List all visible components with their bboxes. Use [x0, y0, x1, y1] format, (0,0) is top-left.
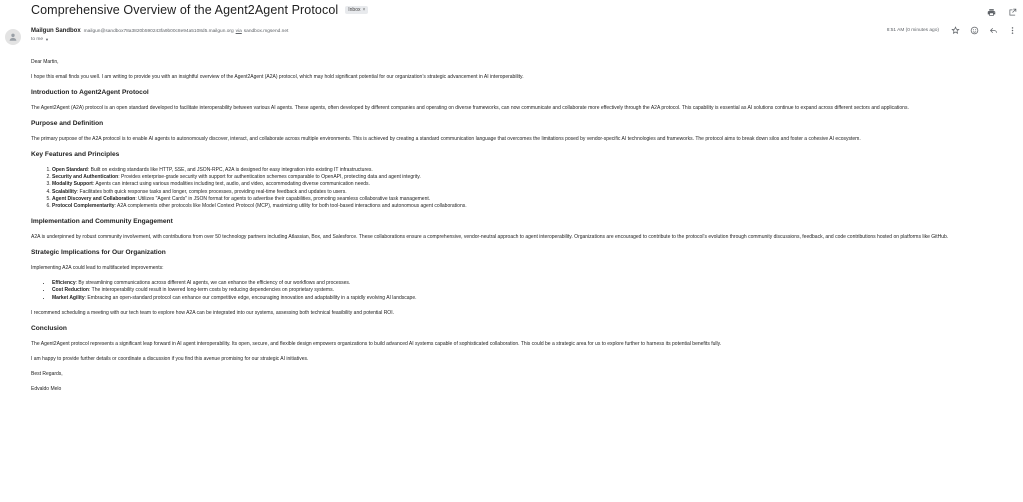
implications-list: [31, 280, 1015, 302]
list-item-term: Cost Reduction: [52, 287, 89, 294]
sender-row: [31, 28, 288, 37]
list-item: [52, 280, 1015, 287]
list-item-term: Open Standard: [52, 167, 88, 173]
heading-implementation: Implementation and Community Engagement: [31, 218, 173, 226]
open-in-new-window-icon[interactable]: [1008, 4, 1017, 13]
recipient-details[interactable]: [31, 37, 49, 42]
list-item-text: : Embracing an open-standard protocol can enhance our competitive edge, encouraging innovation and adaptability in a rapidly evolving AI landscape.: [84, 294, 417, 301]
list-item-term: Efficiency: [52, 280, 76, 287]
heading-conclusion: Conclusion: [31, 324, 67, 332]
sender-email: mailgun@sandbox78a3820b590243fa9b00c8e94a5108d5.mailgun.org: [83, 29, 234, 34]
list-item-term: Modality Support: [52, 181, 93, 188]
heading-strategic: Strategic Implications for Our Organization: [31, 249, 166, 257]
star-icon[interactable]: [951, 26, 960, 35]
thread-actions: [987, 4, 1017, 13]
list-item: [52, 167, 1015, 174]
via-domain: sandbox.mgsend.net: [243, 29, 289, 34]
list-item-term: Security and Authentication: [52, 174, 119, 181]
greeting: Dear Martin,: [31, 59, 59, 65]
implementation-paragraph: A2A is underpinned by robust community involvement, with contributions from over 50 technology partners including Atlassian, Box, and Salesforce. These collaborations ensure a comprehensive, vendor-neutral approach to agent interoperability. Organizations are encouraged to contribute to the protocol’s evolution through community discussions, feedback, and code contributions hosted on platforms like GitHub.: [31, 234, 949, 241]
inbox-label-text: Inbox: [348, 7, 361, 13]
email-body: [31, 59, 1015, 401]
reply-icon[interactable]: [989, 26, 998, 35]
printer-icon[interactable]: [987, 4, 996, 13]
subject-row: [31, 1, 1015, 19]
list-item-text: : A2A complements other protocols like Model Context Protocol (MCP), maximizing utility for both tool-based interactions and autonomous agent collaborations.: [114, 203, 467, 210]
heading-purpose: Purpose and Definition: [31, 120, 104, 127]
heading-features: Key Features and Principles: [31, 151, 120, 158]
to-me-label: to me: [31, 37, 43, 42]
list-item-term: Market Agility: [52, 294, 85, 301]
signoff: Best Regards,: [31, 370, 63, 377]
heading-introduction: Introduction to Agent2Agent Protocol: [31, 89, 149, 96]
closing-paragraph: I am happy to provide further details or coordinate a discussion if you find this avenue promising for our strategic AI initiatives.: [31, 355, 309, 362]
timestamp: 8:51 AM (0 minutes ago): [886, 28, 939, 33]
list-item: [52, 295, 1015, 302]
list-item: [52, 189, 1015, 196]
list-item: [52, 287, 1015, 294]
features-list: [31, 167, 1015, 210]
list-item-text: : Utilizes "Agent Cards" in JSON format for agents to advertise their capabilities, promoting seamless collaborative task management.: [135, 195, 431, 202]
list-item-text: : Provides enterprise-grade security with support for authentication schemes comparable to OpenAPI, protecting data and agent integrity.: [118, 174, 421, 181]
emoji-icon[interactable]: [970, 26, 979, 35]
list-item-text: : Facilitates both quick response tasks and longer, complex processes, providing real-time feedback and updates to users.: [76, 188, 347, 195]
introduction-paragraph: The Agent2Agent (A2A) protocol is an open standard developed to facilitate interoperability between various AI agents. These agents, often developed by different companies and operating on diverse frameworks, can now communicate and collaborate more effectively through the A2A protocol. This capability is essential as AI solutions continue to expand across different sectors and applications.: [31, 105, 909, 111]
list-item: [52, 181, 1015, 188]
message-meta: [887, 26, 1017, 35]
list-item-text: : The interoperability could result in lowered long-term costs by reducing dependencies on proprietary systems.: [88, 287, 334, 294]
list-item-text: : Agents can interact using various modalities including text, audio, and video, accommodating diverse communication needs.: [92, 181, 370, 188]
list-item-term: Scalability: [52, 188, 77, 195]
sender-avatar[interactable]: [5, 29, 21, 45]
purpose-paragraph: The primary purpose of the A2A protocol is to enable AI agents to autonomously discover, interact, and collaborate across multiple environments. This is achieved by creating a standard communication language that overcomes the limitations posed by vendor-specific AI technologies and frameworks. The protocol aims to break down silos and foster a cohesive AI ecosystem.: [31, 136, 861, 142]
inbox-label-chip[interactable]: [345, 6, 368, 14]
list-item-term: Protocol Complementarity: [52, 203, 115, 210]
chevron-down-icon[interactable]: ▼: [45, 37, 49, 42]
sender-name[interactable]: Mailgun Sandbox: [31, 28, 81, 34]
email-subject: Comprehensive Overview of the Agent2Agent Protocol: [31, 3, 339, 17]
list-item-text: : By streamlining communications across different AI agents, we can enhance the efficiency of our workflows and processes.: [75, 280, 351, 287]
more-vertical-icon[interactable]: [1008, 26, 1017, 35]
list-item: [52, 196, 1015, 203]
list-item-term: Agent Discovery and Collaboration: [52, 195, 136, 202]
remove-label-icon[interactable]: ×: [362, 7, 366, 13]
conclusion-paragraph: The Agent2Agent protocol represents a significant leap forward in AI agent interoperability. Its open, secure, and flexible design empowers organizations to build advanced AI systems capable of sophisticated collaboration. This could be a strategic area for us to explore further to harness its potential benefits fully.: [31, 340, 722, 347]
strategic-paragraph: Implementing A2A could lead to multifaceted improvements:: [31, 265, 164, 272]
list-item: [52, 174, 1015, 181]
person-icon: [8, 32, 18, 42]
list-item: [52, 203, 1015, 210]
recommendation-paragraph: I recommend scheduling a meeting with our tech team to explore how A2A can be integrated into our systems, assessing both technical feasibility and potential ROI.: [31, 309, 394, 316]
list-item-text: : Built on existing standards like HTTP, SSE, and JSON-RPC, A2A is designed for easy integration into existing IT infrastructures.: [87, 167, 373, 173]
intro-paragraph: I hope this email finds you well. I am writing to provide you with an insightful overview of the Agent2Agent (A2A) protocol, which may hold significant potential for our organization’s strategic advancement in AI interoperability.: [31, 74, 524, 80]
via-label: via: [235, 29, 242, 34]
signature: Edvaldo Melo: [31, 385, 62, 392]
